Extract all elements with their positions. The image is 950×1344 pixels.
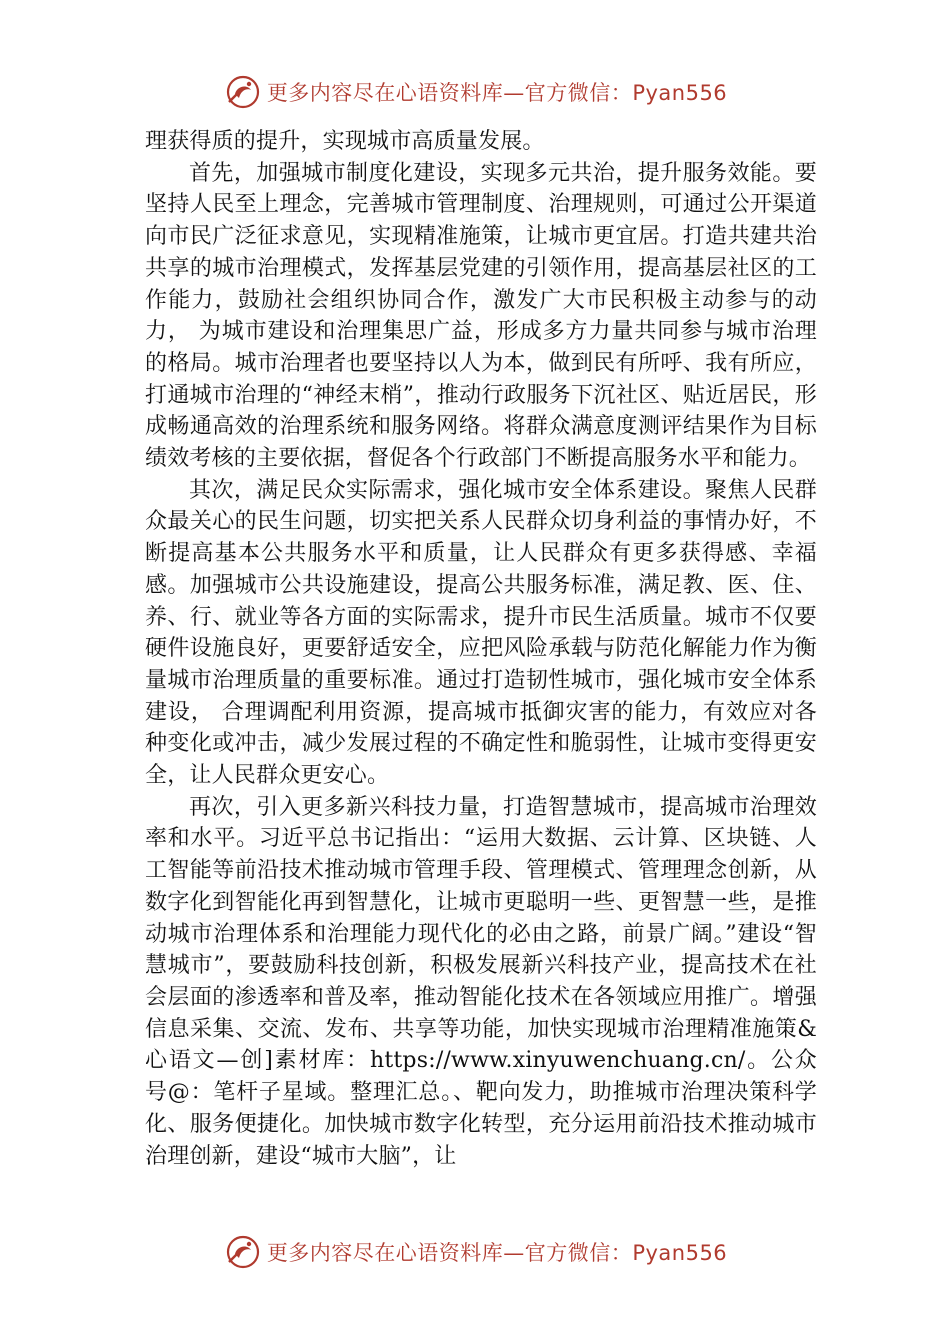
brand-logo-icon (223, 72, 263, 112)
paragraph-second: 其次，满足民众实际需求，强化城市安全体系建设。聚焦人民群众最关心的民生问题，切实把关系人民群众切身利益的事情办好，不断提高基本公共服务水平和质量，让人民群众有更多获得感、幸福感。加强城市公共设施建设，提高公共服务标准，满足教、医、住、养、行、就业等各方面的实际需求，提升市民生活质量。城市不仅要硬件设施良好，更要舒适安全，应把风险承载与防范化解能力作为衡量城市治理质量的重要标准。通过打造韧性城市，强化城市安全体系建设， 合理调配利用资源，提高城市抵御灾害的能力，有效应对各种变化或冲击，减少发展过程的不确定性和脆弱性，让城市变得更安全，让人民群众更安心。 (145, 477, 817, 789)
watermark-footer (0, 1230, 950, 1274)
brand-logo-icon (223, 1232, 263, 1272)
paragraph-continued: 理获得质的提升，实现城市高质量发展。 (145, 129, 545, 154)
watermark-text: 更多内容尽在心语资料库—官方微信：Pyan556 (266, 81, 728, 105)
watermark-text: 更多内容尽在心语资料库—官方微信：Pyan556 (266, 1241, 728, 1265)
paragraph-third: 再次，引入更多新兴科技力量，打造智慧城市，提高城市治理效率和水平。习近平总书记指出：“运用大数据、云计算、区块链、人工智能等前沿技术推动城市管理手段、管理模式、管理理念创新，从数字化到智能化再到智慧化，让城市更聪明一些、更智慧一些，是推动城市治理体系和治理能力现代化的必由之路，前景广阔。”建设“智慧城市”，要鼓励科技创新，积极发展新兴科技产业，提高技术在社会层面的渗透率和普及率，推动智能化技术在各领域应用推广。增强信息采集、交流、发布、共享等功能，加快实现城市治理精准施策&心语文—创]素材库：https://www.xinyuwenchuang.cn/。公众号@：笔杆子星域。整理汇总。、靶向发力，助推城市治理决策科学化、服务便捷化。加快城市数字化转型，充分运用前沿技术推动城市治理创新，建设“城市大脑”，让 (145, 794, 817, 1169)
watermark-header (0, 70, 950, 114)
paragraph-first: 首先，加强城市制度化建设，实现多元共治，提升服务效能。要坚持人民至上理念，完善城市管理制度、治理规则，可通过公开渠道向市民广泛征求意见，实现精准施策，让城市更宜居。打造共建共治共享的城市治理模式，发挥基层党建的引领作用，提高基层社区的工作能力，鼓励社会组织协同合作，激发广大市民积极主动参与的动力， 为城市建设和治理集思广益，形成多方力量共同参与城市治理的格局。城市治理者也要坚持以人为本，做到民有所呼、我有所应，打通城市治理的“神经末梢”，推动行政服务下沉社区、贴近居民，形成畅通高效的治理系统和服务网络。将群众满意度测评结果作为目标绩效考核的主要依据，督促各个行政部门不断提高服务水平和能力。 (145, 160, 817, 472)
watermark-id: Pyan556 (632, 1241, 728, 1265)
document-body (145, 126, 817, 1172)
watermark-id: Pyan556 (632, 81, 728, 105)
